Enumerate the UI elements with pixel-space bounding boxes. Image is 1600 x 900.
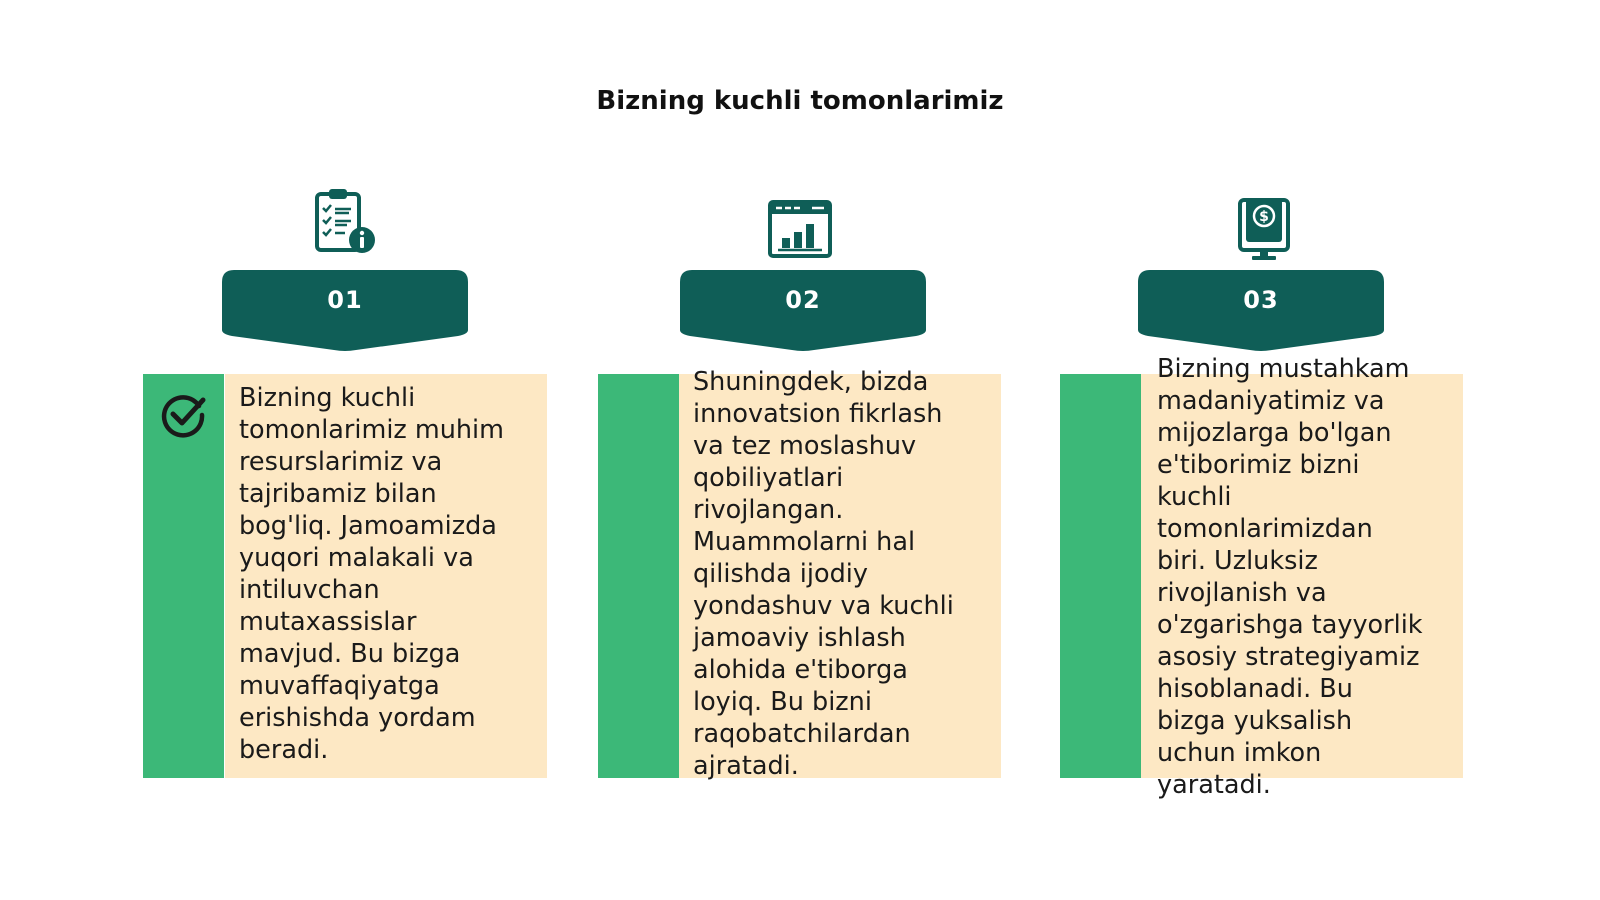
card-text: Bizning kuchli tomonlarimiz muhim resurslarimiz va tajribamiz bilan bog'liq. Jamoamizda yuqori malakali va intiluvchan mutaxassislar mavjud. Bu bizga muvaffaqiyatga erishishda yordam beradi.: [239, 383, 504, 765]
accent-strip: [143, 374, 224, 778]
accent-strip: [1060, 374, 1141, 778]
page-title: Bizning kuchli tomonlarimiz: [596, 86, 1004, 116]
check-circle-icon: [161, 392, 207, 438]
step-number: 03: [1243, 286, 1279, 314]
accent-strip: [598, 374, 679, 778]
step-badge: [1138, 270, 1384, 352]
step-badge: [680, 270, 926, 352]
step-badge: [222, 270, 468, 352]
monitor-dollar-icon: [1232, 196, 1296, 264]
step-number: 02: [785, 286, 821, 314]
card-text: Shuningdek, bizda innovatsion fikrlash va tez moslashuv qobiliyatlari rivojlangan. Muammolarni hal qilishda ijodiy yondashuv va kuchli jamoaviy ishlash alohida e'tiborga loyiq. Bu bizni raqobatchilardan ajratadi.: [693, 367, 954, 781]
step-number: 01: [327, 286, 363, 314]
browser-bar-chart-icon: [768, 196, 832, 264]
clipboard-checklist-info-icon: [313, 188, 377, 256]
card-text: Bizning mustahkam madaniyatimiz va mijozlarga bo'lgan e'tiborimiz bizni kuchli tomonlarimizdan biri. Uzluksiz rivojlanish va o'zgarishga tayyorlik asosiy strategiyamiz hisoblanadi. Bu bizga yuksalish uchun imkon yaratadi.: [1157, 354, 1423, 800]
svg-text:$: $: [1259, 209, 1269, 225]
